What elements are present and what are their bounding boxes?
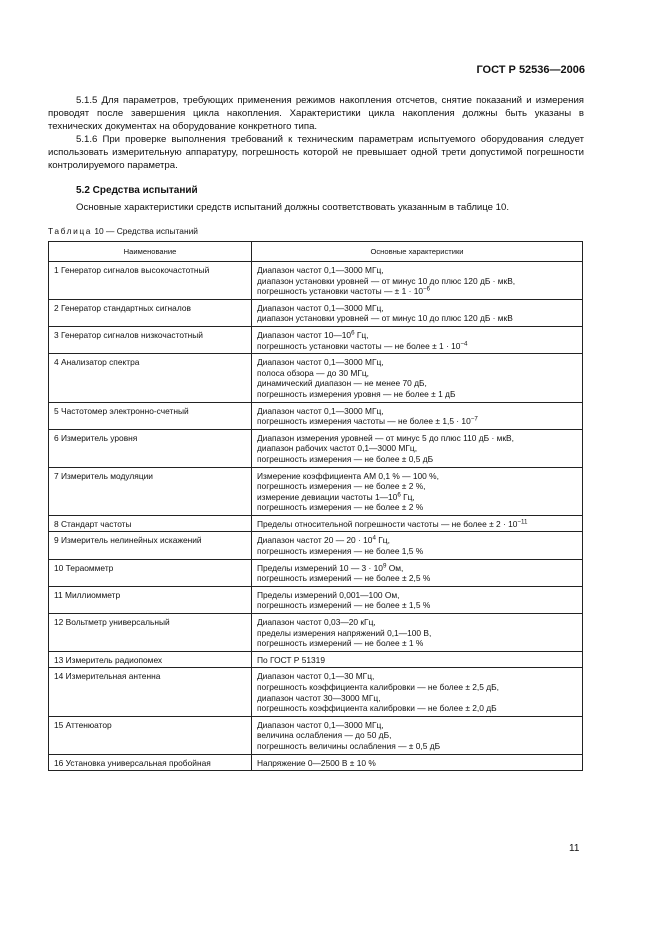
table-header-row: [49, 242, 583, 262]
char-line: Диапазон частот 0,1—3000 МГц,: [257, 357, 384, 368]
row-characteristics: [252, 299, 583, 326]
exponent: 9: [382, 562, 387, 570]
exponent: −6: [423, 285, 431, 293]
row-name: 2 Генератор стандартных сигналов: [49, 299, 252, 326]
char-line: Диапазон частот 0,1—30 МГц,: [257, 671, 375, 682]
char-line: Диапазон частот 0,1—3000 МГц,: [257, 405, 384, 416]
table-row: [49, 429, 583, 467]
char-line: диапазон установки уровней — от минус 10 до плюс 120 дБ · мкВ,: [257, 275, 516, 286]
table-row: [49, 559, 583, 586]
char-line: Диапазон частот 0,1—3000 МГц,: [257, 719, 384, 730]
table-row: [49, 651, 583, 668]
row-name: 14 Измерительная антенна: [49, 668, 252, 716]
char-line: погрешность коэффициента калибровки — не более ± 2,5 дБ,: [257, 682, 499, 692]
section-title: 5.2 Средства испытаний: [76, 185, 198, 196]
row-characteristics: [252, 716, 583, 754]
row-characteristics: [252, 586, 583, 613]
document-header: ГОСТ Р 52536—2006: [476, 64, 585, 76]
page-number: 11: [569, 843, 580, 854]
char-line: пределы измерения напряжений 0,1—100 В,: [257, 627, 432, 638]
char-line: погрешность измерений — не более ± 1,5 %: [257, 600, 431, 611]
row-name: 11 Миллиомметр: [49, 586, 252, 613]
row-characteristics: [252, 754, 583, 771]
intro-paragraph: Основные характеристики средств испытаний должны соответствовать указанным в таблице 10.: [76, 202, 510, 213]
exponent: 4: [372, 534, 376, 542]
char-line: Диапазон частот $10—10^6$ Гц,: [257, 329, 369, 340]
row-characteristics: [252, 402, 583, 429]
exponent: 6: [351, 329, 355, 337]
table-row: [49, 716, 583, 754]
char-line: погрешность измерения — не более 1,5 %: [257, 546, 424, 557]
exponent: −11: [517, 518, 528, 526]
row-characteristics: [252, 559, 583, 586]
char-line: погрешность величины ослабления — ± 0,5 дБ: [257, 740, 441, 751]
row-name: 6 Измеритель уровня: [49, 429, 252, 467]
row-name: 7 Измеритель модуляции: [49, 467, 252, 515]
row-characteristics: [252, 262, 583, 300]
table-row: [49, 532, 583, 559]
table-caption: [48, 226, 198, 236]
char-line: Пределы измерений 0,001—100 Ом,: [257, 589, 400, 600]
table-caption-word: Таблица: [48, 226, 93, 236]
char-line: погрешность установки частоты — не более ± $1 \cdot 10^{-4}$: [257, 340, 468, 351]
row-characteristics: [252, 326, 583, 353]
row-name: 8 Стандарт частоты: [49, 515, 252, 532]
table-row: [49, 668, 583, 716]
char-line: диапазон частот 30—3000 МГц,: [257, 692, 381, 703]
row-name: 4 Анализатор спектра: [49, 354, 252, 402]
row-characteristics: [252, 668, 583, 716]
row-name: 1 Генератор сигналов высокочастотный: [49, 262, 252, 300]
row-name: 9 Измеритель нелинейных искажений: [49, 532, 252, 559]
row-characteristics: [252, 354, 583, 402]
row-characteristics: [252, 532, 583, 559]
char-line: Напряжение 0—2500 В ± 10 %: [257, 757, 376, 768]
row-characteristics: [252, 467, 583, 515]
char-line: Диапазон частот 0,03—20 кГц,: [257, 617, 376, 628]
char-line: погрешность измерения уровня — не более ± 1 дБ: [257, 388, 456, 399]
row-name: 3 Генератор сигналов низкочастотный: [49, 326, 252, 353]
row-characteristics: [252, 651, 583, 668]
char-line: диапазон установки уровней — от минус 10 до плюс 120 дБ · мкВ: [257, 313, 513, 324]
table-row: [49, 467, 583, 515]
table-row: [49, 614, 583, 652]
char-line: погрешность измерений — не более ± 1 %: [257, 638, 424, 649]
char-line: Диапазон частот 0,1—3000 МГц,: [257, 265, 384, 275]
table-row: [49, 515, 583, 532]
paragraph-5-1-6: 5.1.6 При проверке выполнения требований к техническим параметрам испытуемого оборудования следует использовать измерительную аппаратуру, погрешность которой не превышает одной трети допустимой погрешности контролируемого параметра.: [48, 134, 584, 172]
char-line: погрешность измерения — не более ± 0,5 дБ: [257, 453, 434, 464]
row-name: 12 Вольтметр универсальный: [49, 614, 252, 652]
char-line: погрешность измерения — не более ± 2 %,: [257, 481, 426, 492]
row-name: 13 Измеритель радиопомех: [49, 651, 252, 668]
row-name: 16 Установка универсальная пробойная: [49, 754, 252, 771]
equipment-table: [48, 241, 583, 771]
char-line: погрешность установки частоты — ± $1 \cdot 10^{-6}$: [257, 285, 431, 297]
table-row: [49, 586, 583, 613]
exponent: −7: [470, 415, 478, 423]
char-line: Диапазон частот 20 — $20 \cdot 10^4$ Гц,: [257, 534, 390, 546]
row-name: 5 Частотомер электронно-счетный: [49, 402, 252, 429]
char-line: измерение девиации частоты $1—10^6$ Гц,: [257, 491, 415, 502]
char-line: Измерение коэффициента АМ 0,1 % — 100 %,: [257, 470, 439, 481]
char-line: полоса обзора — до 30 МГц,: [257, 367, 369, 378]
table-row: [49, 402, 583, 429]
char-line: Диапазон измерения уровней — от минус 5 до плюс 110 дБ · мкВ,: [257, 432, 514, 443]
header-characteristics: Основные характеристики: [252, 242, 583, 262]
header-name: Наименование: [49, 242, 252, 262]
exponent: −4: [460, 340, 468, 348]
char-line: погрешность коэффициента калибровки — не более ± 2,0 дБ: [257, 703, 497, 714]
row-characteristics: [252, 614, 583, 652]
row-name: 10 Тераомметр: [49, 559, 252, 586]
paragraph-5-1-5: 5.1.5 Для параметров, требующих применения режимов накопления отсчетов, снятие показаний и измерения проводят после завершения цикла накопления. Характеристики цикла накопления должны быть указаны в технических документах на оборудование конкретного типа.: [48, 95, 584, 133]
row-name: 15 Аттенюатор: [49, 716, 252, 754]
table-row: [49, 326, 583, 353]
char-line: Диапазон частот 0,1—3000 МГц,: [257, 302, 384, 313]
char-line: По ГОСТ Р 51319: [257, 654, 325, 665]
exponent: 6: [397, 491, 401, 499]
table-row: [49, 299, 583, 326]
table-row: [49, 354, 583, 402]
char-line: динамический диапазон — не менее 70 дБ,: [257, 378, 427, 389]
table-row: [49, 754, 583, 771]
char-line: величина ослабления — до 50 дБ,: [257, 730, 392, 741]
char-line: Пределы измерений 10 — $3 \cdot 10^9$ Ом,: [257, 562, 404, 573]
char-line: погрешность измерения — не более ± 2 %: [257, 502, 424, 513]
char-line: погрешность измерения частоты — не более ± $1,5 \cdot 10^{-7}$: [257, 415, 478, 427]
row-characteristics: [252, 429, 583, 467]
char-line: Пределы относительной погрешности частоты — не более ± $2 \cdot 10^{-11}$: [257, 518, 528, 529]
char-line: погрешность измерений — не более ± 2,5 %: [257, 573, 431, 584]
table-caption-rest: 10 — Средства испытаний: [94, 226, 198, 236]
row-characteristics: [252, 515, 583, 532]
char-line: диапазон рабочих частот 0,1—3000 МГц,: [257, 443, 418, 454]
table-row: [49, 262, 583, 300]
